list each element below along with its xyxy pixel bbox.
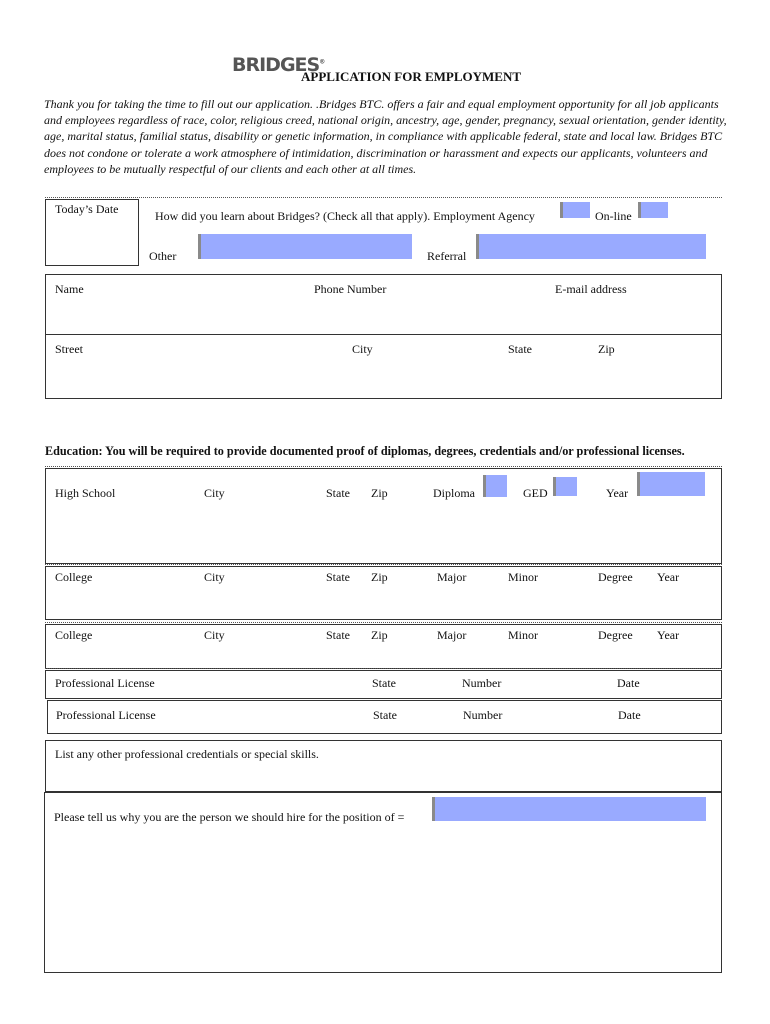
learn-question: How did you learn about Bridges? (Check all that apply). Employment Agency — [155, 209, 535, 223]
minor-label: Minor — [508, 570, 538, 584]
hire-question-label: Please tell us why you are the person we should hire for the position of = — [54, 810, 405, 824]
degree-label: Degree — [598, 628, 633, 642]
college-state-label: State — [326, 570, 350, 584]
diploma-checkbox[interactable] — [483, 475, 507, 497]
name-label: Name — [55, 282, 84, 296]
hs-city-label: City — [204, 486, 225, 500]
divider — [45, 334, 722, 335]
high-school-box — [45, 468, 722, 564]
page-title: APPLICATION FOR EMPLOYMENT — [301, 69, 522, 84]
license-number-label: Number — [463, 708, 503, 722]
college-year-label: Year — [657, 628, 680, 642]
divider — [45, 668, 722, 669]
major-label: Major — [437, 628, 467, 642]
license-state-label: State — [372, 676, 396, 690]
college-zip-label: Zip — [371, 628, 388, 642]
major-label: Major — [437, 570, 467, 584]
other-label: Other — [149, 249, 177, 263]
hs-year-input[interactable] — [637, 472, 705, 496]
ged-label: GED — [523, 486, 548, 500]
divider — [45, 466, 722, 467]
state-label: State — [508, 342, 532, 356]
divider — [45, 564, 722, 565]
position-input[interactable] — [432, 797, 706, 821]
degree-label: Degree — [598, 570, 633, 584]
email-label: E-mail address — [555, 282, 627, 296]
college-zip-label: Zip — [371, 570, 388, 584]
referral-label: Referral — [427, 249, 467, 263]
college-year-label: Year — [657, 570, 680, 584]
hs-zip-label: Zip — [371, 486, 388, 500]
license-state-label: State — [373, 708, 397, 722]
online-checkbox[interactable] — [638, 202, 668, 218]
hs-year-label: Year — [606, 486, 629, 500]
college-label: College — [55, 628, 93, 642]
todays-date-label: Today’s Date — [55, 202, 119, 216]
divider — [45, 197, 722, 198]
license-date-label: Date — [617, 676, 640, 690]
other-input[interactable] — [198, 234, 412, 259]
bridges-logo: BRIDGES® — [232, 54, 325, 76]
high-school-label: High School — [55, 486, 116, 500]
license-label: Professional License — [55, 676, 155, 690]
license-number-label: Number — [462, 676, 502, 690]
employment-agency-checkbox[interactable] — [560, 202, 590, 218]
license-label: Professional License — [56, 708, 156, 722]
minor-label: Minor — [508, 628, 538, 642]
college-label: College — [55, 570, 93, 584]
college-city-label: City — [204, 628, 225, 642]
phone-label: Phone Number — [314, 282, 387, 296]
hs-state-label: State — [326, 486, 350, 500]
divider — [45, 622, 722, 623]
ged-checkbox[interactable] — [553, 477, 577, 496]
intro-text: Thank you for taking the time to fill out our application. .Bridges BTC. offers a fair and equal employment opportunity for all job applicants and employees regardless of race, color, religious creed, national origin, ancestry, age, gender, pregnancy, sexual orientation, gender identity, age, marital status, familial status, disability or genetic information, in compliance with applicable federal, state and local law. Bridges BTC does not condone or tolerate a work atmosphere of intimidation, discrimination or harassment and expects our applicants, volunteers and employees to be mutually respectful of our clients and each other at all times. — [44, 97, 727, 176]
zip-label: Zip — [598, 342, 615, 356]
city-label: City — [352, 342, 373, 356]
license-date-label: Date — [618, 708, 641, 722]
college-state-label: State — [326, 628, 350, 642]
diploma-label: Diploma — [433, 486, 475, 500]
credentials-label: List any other professional credentials or special skills. — [55, 747, 319, 761]
online-label: On-line — [595, 209, 632, 223]
college-city-label: City — [204, 570, 225, 584]
street-label: Street — [55, 342, 83, 356]
referral-input[interactable] — [476, 234, 706, 259]
education-heading: Education: You will be required to provide documented proof of diplomas, degrees, credentials and/or professional licenses. — [45, 444, 685, 458]
